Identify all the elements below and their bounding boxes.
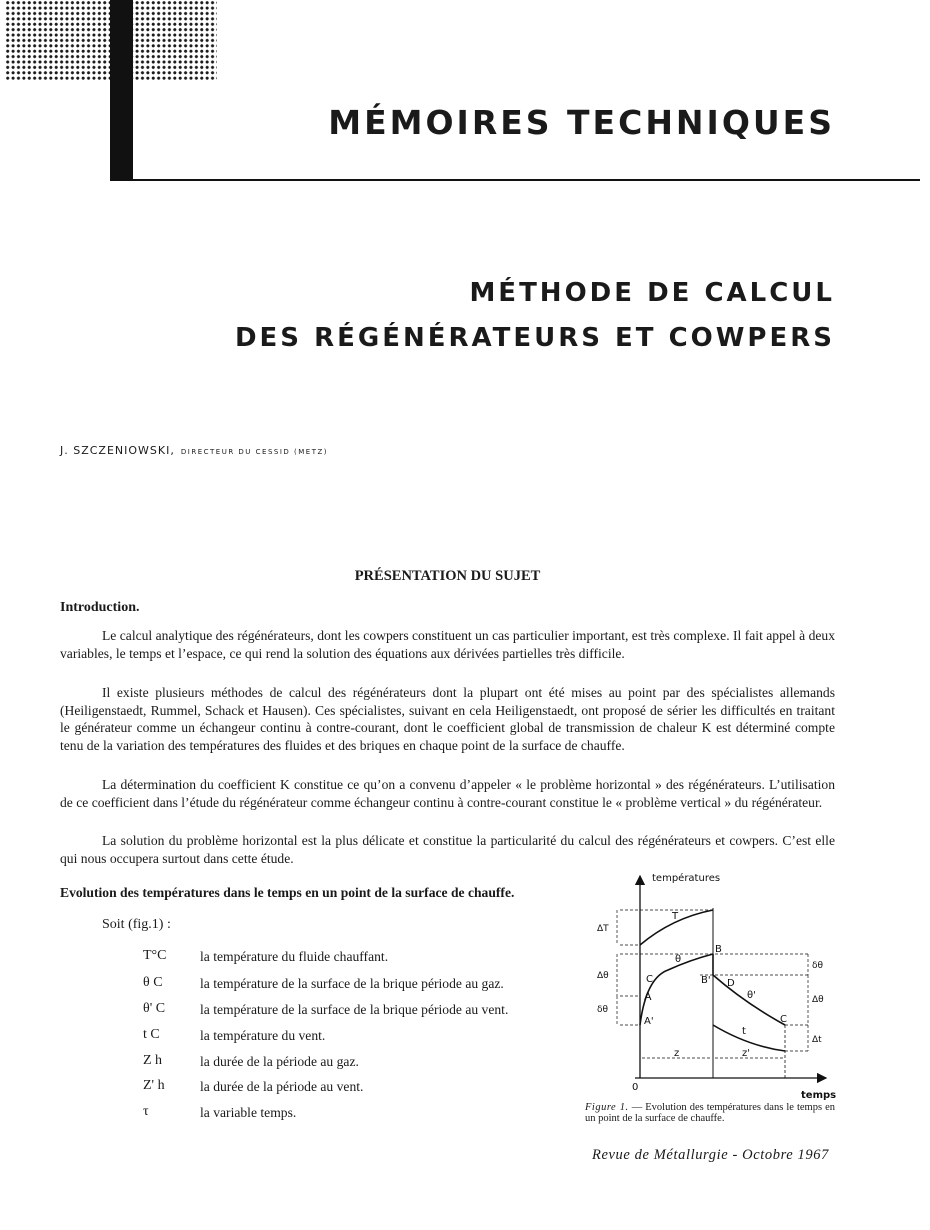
- evolution-heading: Evolution des températures dans le temps en un point de la surface de chauffe.: [60, 885, 515, 900]
- definition-text: la durée de la période au gaz.: [200, 1054, 359, 1069]
- author-affiliation: DIRECTEUR DU CESSID (METZ): [180, 448, 329, 456]
- point-label: B': [701, 975, 711, 986]
- curve-label: T: [672, 911, 679, 922]
- point-label: A': [644, 1016, 654, 1027]
- paragraph-1: Le calcul analytique des régénérateurs, dont les cowpers constituent un cas particulier important, est très complexe. Il fait appel à deux variables, le temps et l’espace, ce qui rend la solution des équations aux dérivées partielles très difficile.: [60, 628, 835, 661]
- curve-label: t: [742, 1026, 746, 1037]
- delta-label: ΔT: [597, 924, 609, 934]
- delta-label: δθ: [812, 961, 824, 971]
- definition-text: la température de la surface de la brique période au vent.: [200, 1002, 509, 1017]
- interval-label: z': [742, 1048, 750, 1059]
- figure-1-diagram: [580, 868, 837, 1102]
- paragraph-4: La solution du problème horizontal est la plus délicate et constitue la particularité du calcul des régénérateurs et cowpers. C’est elle qui nous occupera surtout dans cette étude.: [60, 833, 835, 866]
- definition-text: la température du vent.: [200, 1028, 326, 1043]
- definition-symbol: t C: [143, 1027, 160, 1042]
- definition-symbol: θ C: [143, 975, 163, 990]
- curve-label: θ: [675, 954, 682, 965]
- origin-label: 0: [632, 1082, 639, 1093]
- journal-footer: Revue de Métallurgie - Octobre 1967: [592, 1147, 829, 1163]
- definition-text: la variable temps.: [200, 1105, 297, 1120]
- section-title: MÉMOIRES TECHNIQUES: [328, 103, 835, 142]
- paragraph-3: La détermination du coefficient K constitue ce qu’on a convenu d’appeler « le problème horizontal » des régénérateurs. L’utilisation de ce coefficient dans l’étude du régénérateur comme échangeur continu à contre-courant constitue le « problème vertical » du régénérateur.: [60, 777, 835, 810]
- curve-label: θ': [747, 990, 756, 1001]
- header-vertical-bar: [110, 0, 133, 180]
- definition-symbol: τ: [143, 1104, 149, 1119]
- y-axis-label: températures: [652, 873, 721, 884]
- delta-label: Δθ: [812, 995, 824, 1005]
- paragraph-2: Il existe plusieurs méthodes de calcul des régénérateurs dont la plupart ont été mises au point par des spécialistes allemands (Heiligenstaedt, Rummel, Schack et Hausen). Ces spécialistes, suivant en cela Heiligenstaedt, ont proposé de sérier les difficultés en traitant le générateur comme un échangeur continu à contre-courant, dont le coefficient global de transmission de chaleur K est déterminé compte tenu de la variation des températures des fluides et des briques en chaque point de la surface de chauffe.: [60, 685, 835, 753]
- x-axis-label: temps: [801, 1090, 837, 1101]
- definition-symbol: Z h: [143, 1053, 163, 1068]
- soit-line: Soit (fig.1) :: [102, 917, 171, 932]
- author-line: [60, 444, 328, 457]
- delta-label: Δt: [812, 1035, 822, 1045]
- article-title-line1: MÉTHODE DE CALCUL: [469, 278, 835, 308]
- header-rule: [110, 179, 920, 181]
- article-title-line2: DES RÉGÉNÉRATEURS ET COWPERS: [234, 323, 835, 353]
- point-label: B: [715, 944, 722, 955]
- caption-text: — Evolution des températures dans le temps en un point de la surface de chauffe.: [585, 1102, 836, 1124]
- definition-symbol: Z' h: [143, 1078, 165, 1093]
- caption-prefix: Figure 1.: [585, 1102, 629, 1113]
- definition-text: la température du fluide chauffant.: [200, 949, 389, 964]
- definition-symbol: T°C: [143, 948, 167, 963]
- point-label: A: [644, 990, 652, 1003]
- section-heading: PRÉSENTATION DU SUJET: [354, 568, 541, 584]
- delta-label: δθ: [597, 1005, 609, 1015]
- definition-text: la température de la surface de la brique période au gaz.: [200, 976, 504, 991]
- point-label: C: [646, 974, 653, 985]
- figure-caption: [585, 1102, 835, 1124]
- intro-heading: Introduction.: [60, 600, 140, 615]
- point-label: D: [727, 978, 735, 989]
- author-name: J. SZCZENIOWSKI,: [60, 444, 175, 457]
- point-label: C: [780, 1014, 787, 1025]
- interval-label: z: [674, 1048, 680, 1059]
- definition-symbol: θ' C: [143, 1001, 166, 1016]
- definition-text: la durée de la période au vent.: [200, 1079, 364, 1094]
- delta-label: Δθ: [597, 971, 609, 981]
